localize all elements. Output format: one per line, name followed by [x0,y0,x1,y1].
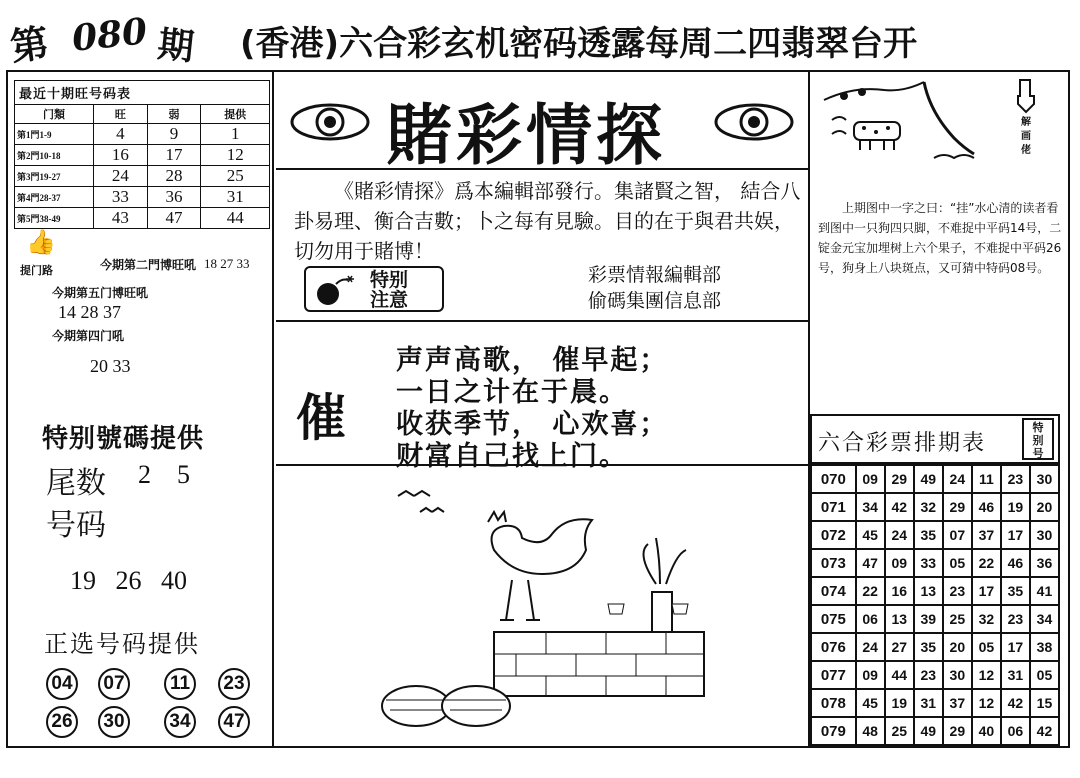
pick-number: 47 [218,706,250,738]
schedule-issue-cell: 078 [811,689,856,717]
schedule-number-cell: 29 [943,717,972,745]
schedule-number-cell: 44 [885,661,914,689]
schedule-number-cell: 49 [914,717,943,745]
cell: 24 [94,166,148,187]
schedule-number-cell: 05 [943,549,972,577]
schedule-row [811,717,1059,745]
schedule-issue-cell: 076 [811,633,856,661]
tail-numbers: 2 5 [138,460,190,489]
special-title: 特别號碼提供 [42,424,205,454]
cell: 12 [201,145,270,166]
schedule-number-cell: 27 [885,633,914,661]
cell: 47 [147,208,201,229]
eye-icon [714,102,794,142]
schedule-row [811,521,1059,549]
schedule-number-cell: 29 [943,493,972,521]
schedule-number-cell: 17 [1001,633,1030,661]
pick-number: 34 [164,706,196,738]
schedule-number-cell: 07 [943,521,972,549]
schedule-number-cell: 20 [943,633,972,661]
schedule-number-cell: 24 [885,521,914,549]
thumbs-up-icon: 👍 [26,228,56,256]
schedule-number-cell: 25 [943,605,972,633]
cell: 25 [201,166,270,187]
cell: 16 [94,145,148,166]
cell: 28 [147,166,201,187]
center-column [276,72,808,746]
rooster-illustration [376,484,796,734]
cell: 44 [201,208,270,229]
schedule-issue-cell: 079 [811,717,856,745]
column-header: 门類 [15,105,94,124]
schedule-number-cell: 17 [972,577,1001,605]
table-row [15,124,270,145]
schedule-number-cell: 23 [1001,605,1030,633]
cell: 43 [94,208,148,229]
row-label: 第3門19-27 [15,166,94,187]
row-label: 第4門28-37 [15,187,94,208]
schedule-number-cell: 12 [972,661,1001,689]
schedule-issue-cell: 071 [811,493,856,521]
bomb-icon [312,274,356,308]
schedule-number-cell: 24 [856,633,885,661]
schedule-issue-cell: 073 [811,549,856,577]
schedule-issue-cell: 075 [811,605,856,633]
schedule-number-cell: 40 [972,717,1001,745]
pick-number: 04 [46,668,78,700]
schedule-number-cell: 20 [1030,493,1059,521]
poem-line: 声声高歌， 催早起； [396,345,669,376]
schedule-number-cell: 32 [914,493,943,521]
schedule-header [810,414,1060,464]
pick-number: 07 [98,668,130,700]
clue-text: 上期图中一字之曰：“挂”水心清的读者看到图中一只狗四只脚，不难捉中平码14号，二锭金元宝加埋树上六个果子，不难捉中平码26号，狗身上八块斑点，又可猜中特码08号。 [818,201,1062,275]
schedule-number-cell: 45 [856,521,885,549]
row-label: 第5門38-49 [15,208,94,229]
schedule-number-cell: 37 [943,689,972,717]
schedule-row [811,689,1059,717]
issue-suffix: 期 [155,24,196,69]
poem-line: 收获季节， 心欢喜； [396,409,669,440]
schedule-number-cell: 06 [856,605,885,633]
special-number-label: 特 别 号 [1022,418,1054,460]
column-header: 旺 [94,105,148,124]
schedule-number-cell: 38 [1030,633,1059,661]
schedule-number-cell: 42 [1001,689,1030,717]
schedule-number-cell: 48 [856,717,885,745]
notice-box [304,266,444,312]
schedule-number-cell: 23 [1001,465,1030,493]
hint-label: 解 画 佬 [1021,117,1031,156]
schedule-number-cell: 37 [972,521,1001,549]
schedule-issue-cell: 077 [811,661,856,689]
schedule-number-cell: 05 [972,633,1001,661]
line3-label: 今期第四门吼 [52,329,125,343]
header-title: (香港)六合彩玄机密码透露每周二四翡翠台开 [240,24,918,64]
row-label: 第2門10-18 [15,145,94,166]
schedule-number-cell: 32 [972,605,1001,633]
schedule-number-cell: 33 [914,549,943,577]
schedule-number-cell: 24 [943,465,972,493]
schedule-number-cell: 36 [1030,549,1059,577]
recent-table [14,80,270,229]
picks-title: 正选号码提供 [44,630,200,658]
department-1: 彩票情報編輯部 [588,264,722,286]
notice-text: 特别 注意 [370,269,409,311]
schedule-row [811,633,1059,661]
schedule-number-cell: 23 [943,577,972,605]
schedule-number-cell: 42 [885,493,914,521]
schedule-number-cell: 34 [1030,605,1059,633]
schedule-row [811,605,1059,633]
line1-numbers: 18 27 33 [204,256,250,271]
schedule-issue-cell: 074 [811,577,856,605]
schedule-row [811,465,1059,493]
poem-line: 财富自己找上门。 [396,441,628,472]
cell: 36 [147,187,201,208]
schedule-number-cell: 13 [885,605,914,633]
schedule-number-cell: 09 [885,549,914,577]
schedule-number-cell: 31 [1001,661,1030,689]
schedule-table [810,464,1060,746]
eye-icon [290,102,370,142]
schedule-number-cell: 09 [856,661,885,689]
code-label: 号码 [46,508,106,543]
schedule-number-cell: 46 [972,493,1001,521]
table-row [15,166,270,187]
schedule-number-cell: 47 [856,549,885,577]
schedule-row [811,549,1059,577]
schedule-issue-cell: 072 [811,521,856,549]
pick-number: 26 [46,706,78,738]
schedule-number-cell: 12 [972,689,1001,717]
table-header-row [15,105,270,124]
schedule-number-cell: 39 [914,605,943,633]
pick-number: 30 [98,706,130,738]
tail-label: 尾数 [46,466,106,501]
tip-label: 提门路 [20,264,53,277]
schedule-number-cell: 30 [1030,465,1059,493]
schedule-number-cell: 23 [914,661,943,689]
row-label: 第1門1-9 [15,124,94,145]
line1-label: 今期第二門博旺吼 [100,258,197,272]
schedule-number-cell: 31 [914,689,943,717]
poem-key-character: 催 [296,389,346,447]
schedule-issue-cell: 070 [811,465,856,493]
schedule-number-cell: 46 [1001,549,1030,577]
table-row [15,187,270,208]
cell: 1 [201,124,270,145]
schedule-number-cell: 22 [856,577,885,605]
schedule-row [811,661,1059,689]
schedule-number-cell: 16 [885,577,914,605]
schedule-number-cell: 05 [1030,661,1059,689]
schedule-number-cell: 06 [1001,717,1030,745]
table-row [15,208,270,229]
schedule-number-cell: 30 [943,661,972,689]
pointing-hand-icon [1014,78,1038,114]
recent-table-caption: 最近十期旺号码表 [14,80,270,104]
schedule-number-cell: 30 [1030,521,1059,549]
schedule-body [811,465,1059,745]
table-row [15,145,270,166]
schedule-number-cell: 45 [856,689,885,717]
schedule-number-cell: 35 [914,521,943,549]
schedule-number-cell: 11 [972,465,1001,493]
schedule-row [811,493,1059,521]
schedule-number-cell: 25 [885,717,914,745]
column-header: 提供 [201,105,270,124]
schedule-number-cell: 17 [1001,521,1030,549]
schedule-number-cell: 35 [1001,577,1030,605]
schedule-number-cell: 41 [1030,577,1059,605]
cell: 17 [147,145,201,166]
poem-box [276,320,808,472]
department-2: 偷碼集團信息部 [588,290,722,312]
code-numbers: 19 26 40 [70,566,187,595]
column-header: 弱 [147,105,201,124]
issue-prefix: 第 [7,20,52,70]
schedule-number-cell: 49 [914,465,943,493]
cell: 31 [201,187,270,208]
line2-numbers: 14 28 37 [58,302,121,322]
cell: 9 [147,124,201,145]
schedule-number-cell: 19 [885,689,914,717]
schedule-number-cell: 35 [914,633,943,661]
schedule-number-cell: 15 [1030,689,1059,717]
title-box [276,72,808,174]
cell: 33 [94,187,148,208]
schedule-number-cell: 09 [856,465,885,493]
schedule-row [811,577,1059,605]
schedule-title: 六合彩票排期表 [818,431,987,456]
dog-tree-illustration [814,76,984,166]
main-title: 賭彩情探 [386,96,666,174]
poem-line: 一日之计在于晨。 [396,377,628,408]
schedule-number-cell: 13 [914,577,943,605]
pick-number: 11 [164,668,196,700]
schedule-number-cell: 34 [856,493,885,521]
schedule-number-cell: 29 [885,465,914,493]
issue-number: 080 [70,10,150,60]
schedule-number-cell: 22 [972,549,1001,577]
schedule-number-cell: 19 [1001,493,1030,521]
intro-text: 《賭彩情探》爲本編輯部發行。集諸賢之智， 結合八卦易理、衡合吉數；卜之每有見驗。目的在于與君共娱，切勿用于賭博！ [294,179,801,263]
schedule-number-cell: 42 [1030,717,1059,745]
pick-number: 23 [218,668,250,700]
line2-label: 今期第五门博旺吼 [52,286,149,300]
cell: 4 [94,124,148,145]
line3-numbers: 20 33 [90,356,131,376]
